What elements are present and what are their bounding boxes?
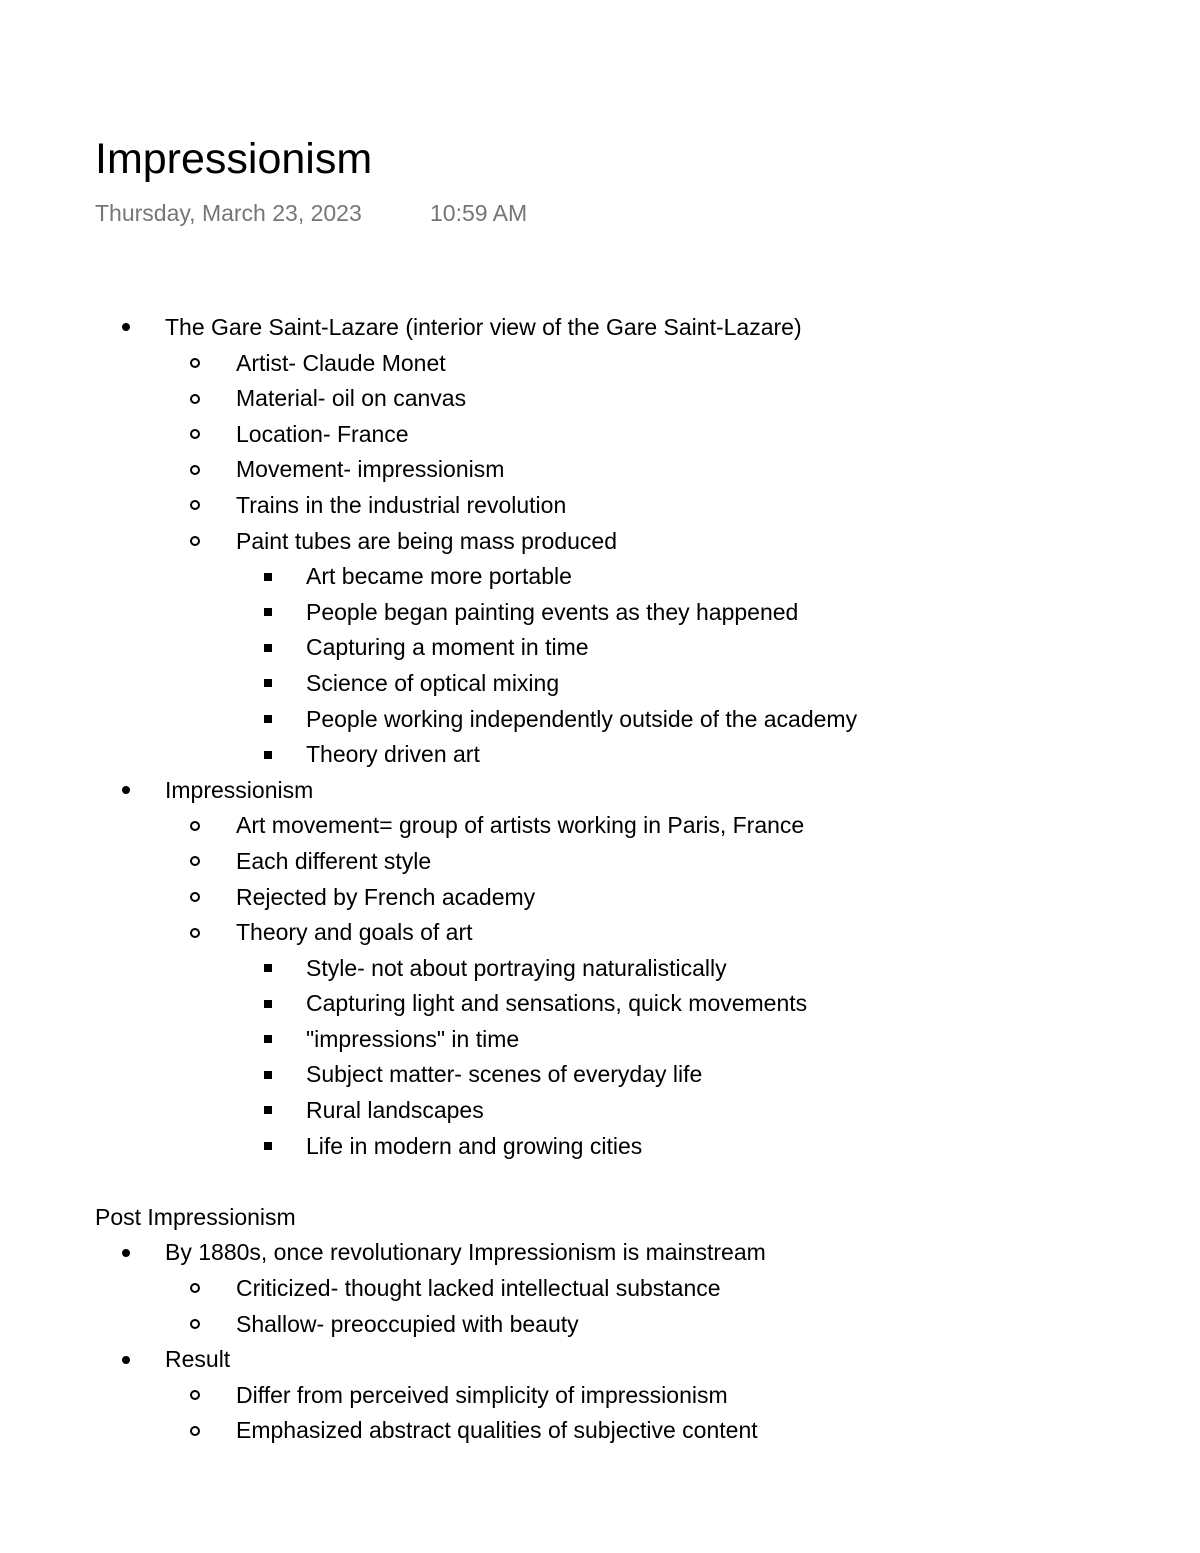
list-item <box>95 986 1175 1022</box>
bullet-square-icon <box>264 559 272 595</box>
bullet-square-icon <box>264 595 272 631</box>
list-item <box>95 666 1175 702</box>
list-item <box>95 1093 1175 1129</box>
list-item-text: People working independently outside of the academy <box>306 705 858 732</box>
list-item <box>95 737 1175 773</box>
list-item <box>95 1271 1175 1307</box>
section-heading-text: Post Impressionism <box>95 1203 296 1230</box>
bullet-square-icon <box>264 737 272 773</box>
list-item <box>95 310 1175 346</box>
list-item-text: Material- oil on canvas <box>236 385 467 412</box>
list-item <box>95 1129 1175 1165</box>
list-item <box>95 1307 1175 1343</box>
bullet-circle-icon <box>190 488 200 524</box>
list-item <box>95 524 1175 560</box>
list-item-text: Paint tubes are being mass produced <box>236 527 618 554</box>
list-item <box>95 452 1175 488</box>
bullet-dot-icon <box>122 773 130 809</box>
list-item-text: Rejected by French academy <box>236 883 536 910</box>
list-item-text: Emphasized abstract qualities of subjective content <box>236 1417 758 1444</box>
bullet-circle-icon <box>190 1307 200 1343</box>
list-item <box>95 346 1175 382</box>
list-item-text: People began painting events as they happened <box>306 598 799 625</box>
bullet-square-icon <box>264 1093 272 1129</box>
list-item <box>95 381 1175 417</box>
list-item-text: Art movement= group of artists working in Paris, France <box>236 812 805 839</box>
list-item <box>95 808 1175 844</box>
list-item-text: Theory and goals of art <box>236 919 473 946</box>
list-item <box>95 702 1175 738</box>
bullet-circle-icon <box>190 524 200 560</box>
bullet-square-icon <box>264 702 272 738</box>
list-item-text: Differ from perceived simplicity of impressionism <box>236 1381 728 1408</box>
bullet-dot-icon <box>122 1235 130 1271</box>
bullet-circle-icon <box>190 880 200 916</box>
list-item-text: Impressionism <box>165 776 314 803</box>
bullet-square-icon <box>264 1129 272 1165</box>
list-item-text: Movement- impressionism <box>236 456 505 483</box>
bullet-circle-icon <box>190 381 200 417</box>
bullet-circle-icon <box>190 1413 200 1449</box>
bullet-square-icon <box>264 666 272 702</box>
bullet-circle-icon <box>190 452 200 488</box>
list-item-text: Rural landscapes <box>306 1097 484 1124</box>
list-item <box>95 1057 1175 1093</box>
note-body <box>95 310 1175 1449</box>
bullet-circle-icon <box>190 844 200 880</box>
bullet-square-icon <box>264 1057 272 1093</box>
bullet-circle-icon <box>190 417 200 453</box>
list-item-text: Capturing a moment in time <box>306 634 589 661</box>
list-item <box>95 488 1175 524</box>
list-item <box>95 1022 1175 1058</box>
list-item-text: Subject matter- scenes of everyday life <box>306 1061 703 1088</box>
list-item-text: The Gare Saint-Lazare (interior view of the Gare Saint-Lazare) <box>165 314 802 340</box>
list-item-text: "impressions" in time <box>306 1025 520 1052</box>
list-item <box>95 595 1175 631</box>
list-item-text: Capturing light and sensations, quick movements <box>306 990 808 1017</box>
bullet-circle-icon <box>190 808 200 844</box>
list-item <box>95 880 1175 916</box>
list-item-text: Theory driven art <box>306 741 480 768</box>
list-item <box>95 915 1175 951</box>
list-item-text: Each different style <box>236 847 432 874</box>
bullet-circle-icon <box>190 346 200 382</box>
bullet-square-icon <box>264 986 272 1022</box>
list-item-text: Result <box>165 1346 231 1373</box>
bullet-circle-icon <box>190 915 200 951</box>
list-item-text: Shallow- preoccupied with beauty <box>236 1310 579 1337</box>
list-item <box>95 559 1175 595</box>
list-item <box>95 1235 1175 1271</box>
bullet-circle-icon <box>190 1271 200 1307</box>
list-item <box>95 951 1175 987</box>
note-metadata <box>95 199 528 227</box>
list-item-text: By 1880s, once revolutionary Impressionism is mainstream <box>165 1239 766 1266</box>
bullet-circle-icon <box>190 1378 200 1414</box>
list-item-text: Life in modern and growing cities <box>306 1132 643 1159</box>
list-item-text: Artist- Claude Monet <box>236 349 446 376</box>
bullet-dot-icon <box>122 310 130 346</box>
list-item <box>95 417 1175 453</box>
list-item-text: Science of optical mixing <box>306 669 560 696</box>
section-heading <box>95 1200 1175 1236</box>
list-item-text: Location- France <box>236 420 409 447</box>
list-item <box>95 630 1175 666</box>
note-date: Thursday, March 23, 2023 <box>95 200 362 226</box>
section-spacer <box>95 1164 1175 1200</box>
list-item-text: Criticized- thought lacked intellectual substance <box>236 1275 721 1302</box>
bullet-square-icon <box>264 1022 272 1058</box>
page-title: Impressionism <box>95 135 373 183</box>
bullet-square-icon <box>264 951 272 987</box>
list-item-text: Style- not about portraying naturalistically <box>306 954 727 981</box>
list-item <box>95 1342 1175 1378</box>
list-item <box>95 844 1175 880</box>
bullet-dot-icon <box>122 1342 130 1378</box>
list-item-text: Trains in the industrial revolution <box>236 491 567 518</box>
note-time: 10:59 AM <box>430 200 528 226</box>
bullet-square-icon <box>264 630 272 666</box>
list-item <box>95 1378 1175 1414</box>
list-item <box>95 773 1175 809</box>
list-item <box>95 1413 1175 1449</box>
list-item-text: Art became more portable <box>306 563 572 590</box>
